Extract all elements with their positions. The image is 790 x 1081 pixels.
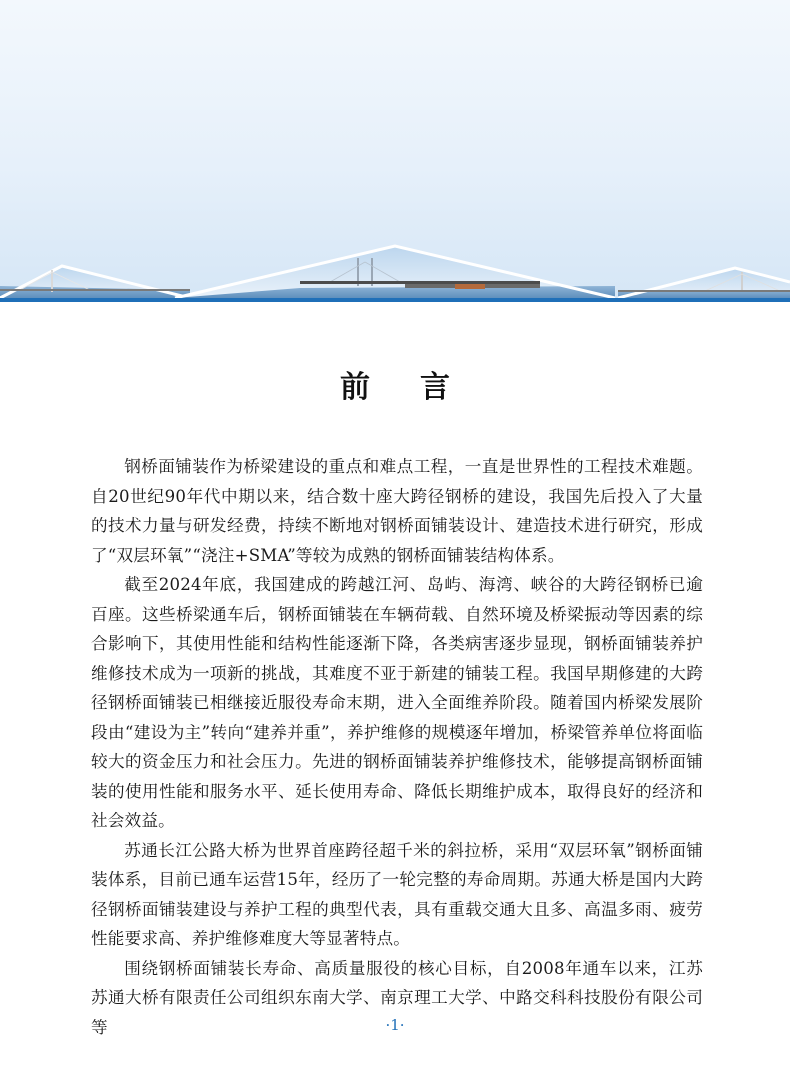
right-bridge-photo [618,268,790,298]
paragraph: 截至2024年底，我国建成的跨越江河、岛屿、海湾、峡谷的大跨径钢桥已逾百座。这些桥梁通车后，钢桥面铺装在车辆荷载、自然环境及桥梁振动等因素的综合影响下，其使用性能和结构性能逐渐下降，各类病害逐步显现，钢桥面铺装养护维修技术成为一项新的挑战，其难度不亚于新建的铺装工程。我国早期修建的大跨径钢桥面铺装已相继接近服役寿命末期，进入全面维养阶段。随着国内桥梁发展阶段由“建设为主”转向“建养并重”，养护维修的规模逐年增加，桥梁管养单位将面临较大的资金压力和社会压力。先进的钢桥面铺装养护维修技术，能够提高钢桥面铺装的使用性能和服务水平、延长使用寿命、降低长期维护成本，取得良好的经济和社会效益。 [91,575,703,830]
page-number: ·1· [385,1016,405,1034]
bridge-panorama-banner [0,0,790,302]
paragraph: 钢桥面铺装作为桥梁建设的重点和难点工程，一直是世界性的工程技术难题。自20世纪90年代中期以来，结合数十座大跨径钢桥的建设，我国先后投入了大量的技术力量与研发经费，持续不断地对钢桥面铺装设计、建造技术进行研究，形成了“双层环氧”“浇注+SMA”等较为成熟的钢桥面铺装结构体系。 [91,457,703,565]
header-banner [0,0,790,302]
center-bridge-photo [175,246,615,298]
paragraph: 围绕钢桥面铺装长寿命、高质量服役的核心目标，自2008年通车以来，江苏苏通大桥有限责任公司组织东南大学、南京理工大学、中路交科科技股份有限公司等 [91,958,703,1037]
preface-body [91,452,703,1042]
page-title: 前言 [340,370,500,405]
header-divider [0,298,790,302]
paragraph: 苏通长江公路大桥为世界首座跨径超千米的斜拉桥，采用“双层环氧”钢桥面铺装体系，目前已通车运营15年，经历了一轮完整的寿命周期。苏通大桥是国内大跨径钢桥面铺装建设与养护工程的典型代表，具有重载交通大且多、高温多雨、疲劳性能要求高、养护维修难度大等显著特点。 [91,840,703,948]
left-bridge-photo [0,266,190,298]
